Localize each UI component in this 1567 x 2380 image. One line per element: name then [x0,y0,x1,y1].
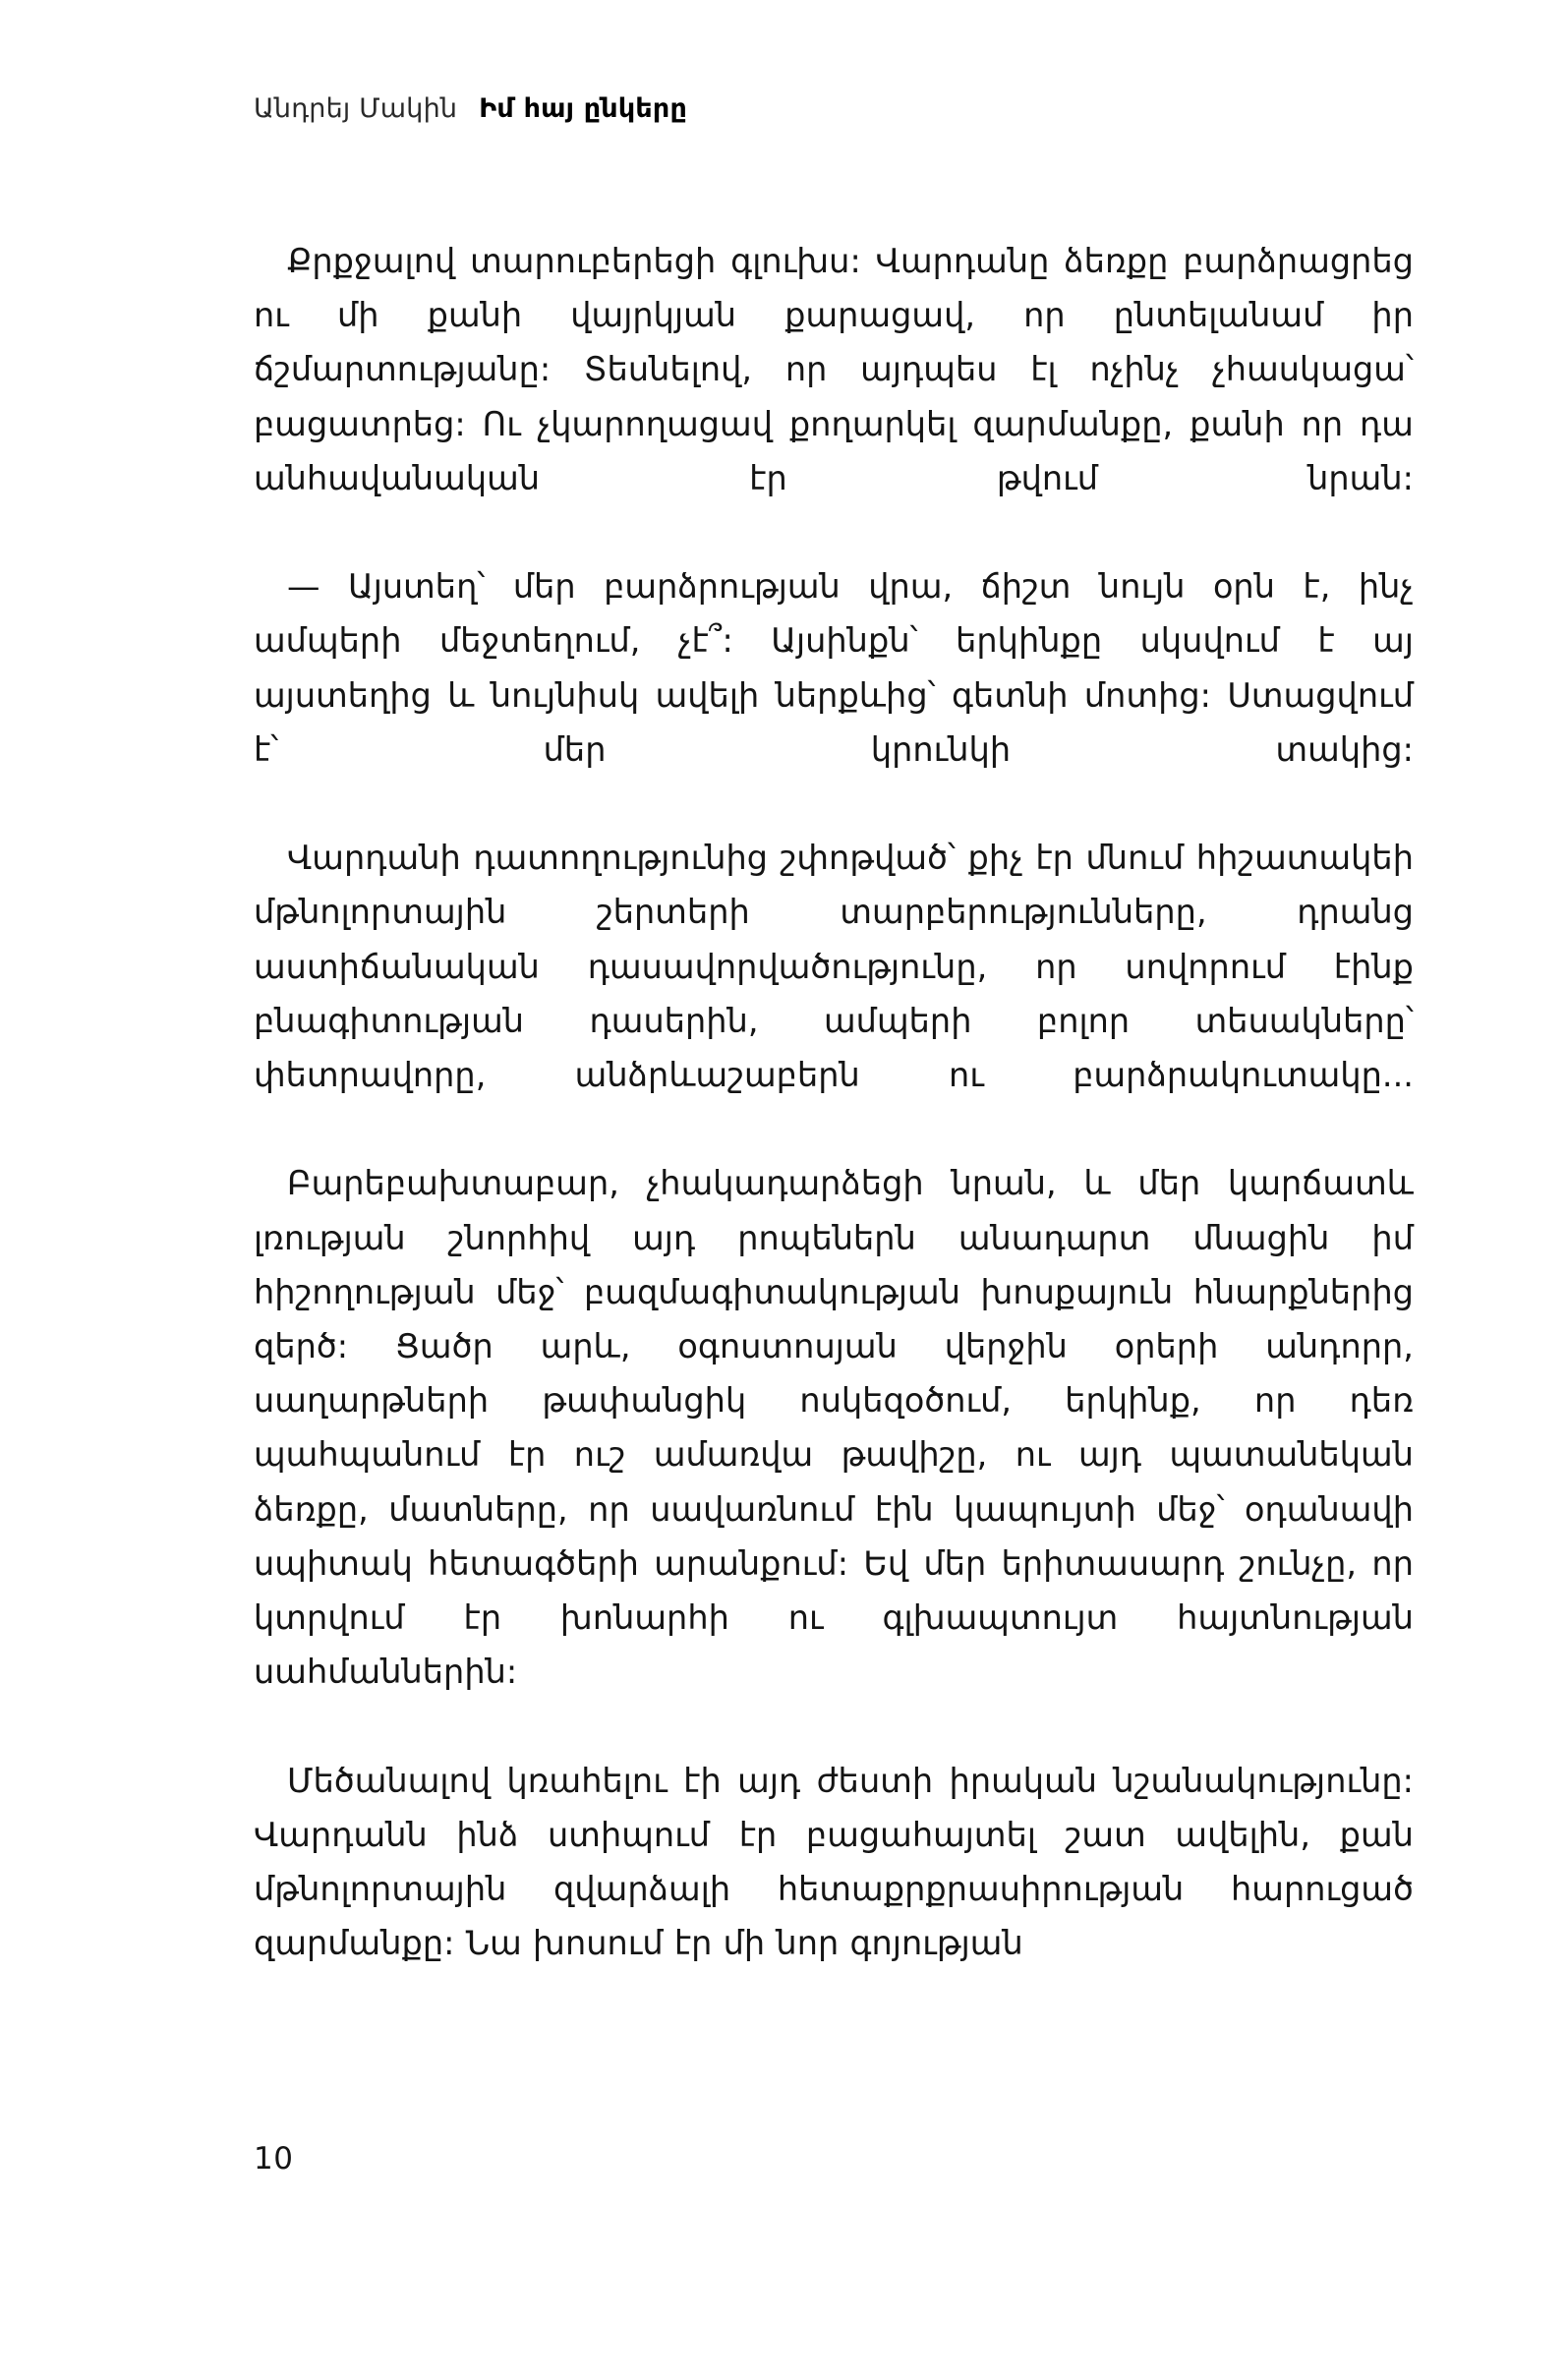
running-head-title: Իմ հայ ընկերը [479,93,688,124]
running-head-author: Անդրեյ Մակին [254,93,458,124]
body-text-block [254,234,1414,1971]
running-head [254,93,1414,137]
paragraph: Վարդանի դատողությունից շփոթված՝ քիչ էր մնում հիշատակեի մթնոլորտային շերտերի տարբերությունները, դրանց աստիճանական դասավորվածությունը, որ սովորում էինք բնագիտության դասերին, ամպերի բոլոր տեսակները՝ փետրավորը, անձրևաշաբերն ու բարձրակուտակը... [254,839,1414,1095]
paragraph: Քրքջալով տարուբերեցի գլուխս: Վարդանը ձեռքը բարձրացրեց ու մի քանի վայրկյան քարացավ, որ ընտելանամ իր ճշմարտությանը: Տեսնելով, որ այդպես էլ ոչինչ չհասկացա՝ բացատրեց: Ու չկարողացավ քողարկել զարմանքը, քանի որ դա անհավանական էր թվում նրան: [254,242,1414,497]
page-number: 10 [254,2141,294,2177]
paragraph-dialogue: — Այստեղ՝ մեր բարձրության վրա, ճիշտ նույն օրն է, ինչ ամպերի մեջտեղում, չէ՞: Այսինքն՝ երկինքը սկսվում է այ այստեղից և նույնիսկ ավելի ներքևից՝ գետնի մոտից: Ստացվում է՝ մեր կրունկի տակից: [254,567,1414,769]
paragraph: Բարեբախտաբար, չհակադարձեցի նրան, և մեր կարճատև լռության շնորհիվ այդ րոպեներն անադարտ մնացին իմ հիշողության մեջ՝ բազմագիտակության խոսքայուն հնարքներից զերծ: Ցածր արև, օգոստոսյան վերջին օրերի անդորր, սաղարթների թափանցիկ ոսկեզօծում, երկինք, որ դեռ պահպանում էր ուշ ամառվա թավիշը, ու այդ պատանեկան ձեռքը, մատները, որ սավառնում էին կապույտի մեջ՝ օդանավի սպիտակ հետագծերի արանքում: Եվ մեր երիտասարդ շունչը, որ կտրվում էր խոնարհի ու գլխապտույտ հայտնության սահմաններին: [254,1164,1414,1692]
paragraph: Մեծանալով կռահելու էի այդ ժեստի իրական նշանակությունը: Վարդանն ինձ ստիպում էր բացահայտել շատ ավելին, քան մթնոլորտային զվարձալի հետաքրքրասիրության հարուցած զարմանքը: Նա խոսում էր մի նոր գոյության [254,1761,1414,1963]
